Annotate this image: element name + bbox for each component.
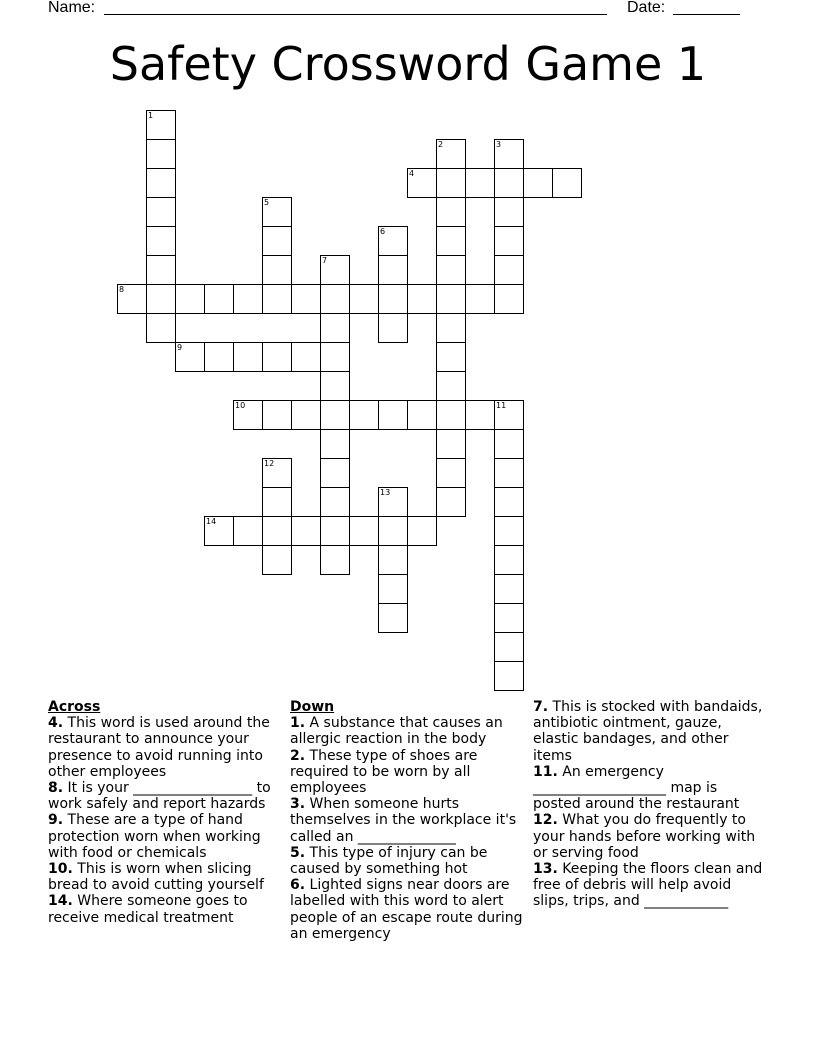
grid-cell[interactable] xyxy=(523,168,553,198)
grid-cell[interactable] xyxy=(436,342,466,372)
grid-cell[interactable] xyxy=(407,400,437,430)
grid-cell[interactable] xyxy=(407,168,437,198)
grid-cell[interactable] xyxy=(262,255,292,285)
clue xyxy=(290,748,525,797)
grid-cell[interactable] xyxy=(465,400,495,430)
grid-cell[interactable] xyxy=(320,429,350,459)
grid-cell[interactable] xyxy=(494,255,524,285)
clue-num: 14. xyxy=(48,893,73,910)
grid-cell[interactable] xyxy=(378,313,408,343)
clue-number: 4 xyxy=(409,169,415,178)
grid-cell[interactable] xyxy=(146,255,176,285)
grid-cell[interactable] xyxy=(204,284,234,314)
across-heading: Across xyxy=(48,699,101,715)
grid-cell[interactable] xyxy=(175,284,205,314)
grid-cell[interactable] xyxy=(494,400,524,430)
grid-cell[interactable] xyxy=(436,255,466,285)
clue xyxy=(533,812,768,861)
grid-cell[interactable] xyxy=(407,516,437,546)
grid-cell[interactable] xyxy=(320,342,350,372)
clue xyxy=(48,715,283,780)
clue-number: 8 xyxy=(119,285,125,294)
clue-number: 2 xyxy=(438,140,444,149)
grid-cell[interactable] xyxy=(233,284,263,314)
grid-cell[interactable] xyxy=(320,284,350,314)
date-label: Date: xyxy=(627,0,666,16)
clue-number: 6 xyxy=(380,227,386,236)
grid-cell[interactable] xyxy=(436,429,466,459)
grid-cell[interactable] xyxy=(117,284,147,314)
grid-cell[interactable] xyxy=(552,168,582,198)
page-title: Safety Crossword Game 1 xyxy=(109,37,707,91)
clue-num: 10. xyxy=(48,861,73,878)
grid-cell[interactable] xyxy=(349,284,379,314)
grid-cell[interactable] xyxy=(262,342,292,372)
grid-cell[interactable] xyxy=(320,516,350,546)
clue xyxy=(533,861,768,910)
grid-cell[interactable] xyxy=(233,342,263,372)
grid-cell[interactable] xyxy=(262,197,292,227)
clue-text: It is your _________________ to work safely and report hazards xyxy=(48,780,271,813)
clue-num: 12. xyxy=(533,812,558,829)
grid-cell[interactable] xyxy=(494,603,524,633)
grid-cell[interactable] xyxy=(436,371,466,401)
grid-cell[interactable] xyxy=(262,487,292,517)
grid-cell[interactable] xyxy=(146,139,176,169)
clue-number: 13 xyxy=(380,488,391,497)
grid-cell[interactable] xyxy=(494,168,524,198)
grid-cell[interactable] xyxy=(320,545,350,575)
grid-cell[interactable] xyxy=(262,400,292,430)
clue-num: 11. xyxy=(533,763,558,780)
clue-text: Lighted signs near doors are labelled with this word to alert people of an escape route during an emergency xyxy=(290,877,523,942)
clue-text: Where someone goes to receive medical treatment xyxy=(48,893,248,926)
clue xyxy=(48,861,283,893)
grid-cell[interactable] xyxy=(320,313,350,343)
grid-cell[interactable] xyxy=(262,284,292,314)
grid-cell[interactable] xyxy=(436,139,466,169)
grid-cell[interactable] xyxy=(204,516,234,546)
grid-cell[interactable] xyxy=(494,139,524,169)
clue-text: These type of shoes are required to be worn by all employees xyxy=(290,747,478,797)
grid-cell[interactable] xyxy=(349,516,379,546)
clue xyxy=(48,780,283,812)
clue-num: 1. xyxy=(290,715,306,732)
clue-num: 3. xyxy=(290,796,306,813)
grid-cell[interactable] xyxy=(407,284,437,314)
clue-num: 7. xyxy=(533,699,549,715)
grid-cell[interactable] xyxy=(465,168,495,198)
name-label: Name: xyxy=(48,0,96,16)
grid-cell[interactable] xyxy=(494,574,524,604)
clue-text: When someone hurts themselves in the workplace it's called an ______________ xyxy=(290,796,517,845)
clue-number: 1 xyxy=(148,111,154,120)
grid-cell[interactable] xyxy=(378,255,408,285)
clue-number: 14 xyxy=(206,517,217,526)
grid-cell[interactable] xyxy=(378,400,408,430)
clue-number: 11 xyxy=(496,401,507,410)
grid-cell[interactable] xyxy=(494,632,524,662)
clue-num: 9. xyxy=(48,812,64,829)
grid-cell[interactable] xyxy=(494,226,524,256)
grid-cell[interactable] xyxy=(233,516,263,546)
grid-cell[interactable] xyxy=(378,226,408,256)
clue xyxy=(48,812,283,861)
grid-cell[interactable] xyxy=(146,110,176,140)
grid-cell[interactable] xyxy=(204,342,234,372)
clue-num: 13. xyxy=(533,861,558,878)
grid-cell[interactable] xyxy=(494,197,524,227)
grid-cell[interactable] xyxy=(320,487,350,517)
grid-cell[interactable] xyxy=(378,516,408,546)
clue xyxy=(290,715,525,747)
clue xyxy=(533,764,768,813)
across-clues xyxy=(48,699,283,926)
grid-cell[interactable] xyxy=(436,313,466,343)
grid-cell[interactable] xyxy=(146,284,176,314)
grid-cell[interactable] xyxy=(233,400,263,430)
grid-cell[interactable] xyxy=(436,226,466,256)
grid-cell[interactable] xyxy=(320,371,350,401)
grid-cell[interactable] xyxy=(494,458,524,488)
clue-num: 2. xyxy=(290,747,306,764)
grid-cell[interactable] xyxy=(378,574,408,604)
clue xyxy=(290,796,525,845)
grid-cell[interactable] xyxy=(494,516,524,546)
grid-cell[interactable] xyxy=(494,661,524,691)
clue-num: 6. xyxy=(290,877,306,894)
grid-cell[interactable] xyxy=(494,545,524,575)
clue-text: This is worn when slicing bread to avoid cutting yourself xyxy=(48,861,264,894)
clue-text: This word is used around the restaurant to announce your presence to avoid running into other employees xyxy=(48,715,270,780)
clue-number: 12 xyxy=(264,459,275,468)
grid-cell[interactable] xyxy=(349,400,379,430)
grid-cell[interactable] xyxy=(494,284,524,314)
grid-cell[interactable] xyxy=(494,487,524,517)
clue-number: 10 xyxy=(235,401,246,410)
grid-cell[interactable] xyxy=(146,197,176,227)
grid-cell[interactable] xyxy=(262,516,292,546)
clue xyxy=(533,699,768,764)
grid-cell[interactable] xyxy=(465,284,495,314)
grid-cell[interactable] xyxy=(262,545,292,575)
grid-cell[interactable] xyxy=(291,516,321,546)
grid-cell[interactable] xyxy=(320,400,350,430)
grid-cell[interactable] xyxy=(436,400,466,430)
grid-cell[interactable] xyxy=(436,168,466,198)
down-clues xyxy=(290,699,525,942)
grid-cell[interactable] xyxy=(378,487,408,517)
grid-cell[interactable] xyxy=(175,342,205,372)
grid-cell[interactable] xyxy=(494,429,524,459)
grid-cell[interactable] xyxy=(291,342,321,372)
grid-cell[interactable] xyxy=(291,400,321,430)
down-heading: Down xyxy=(290,699,335,715)
grid-cell[interactable] xyxy=(146,313,176,343)
clue xyxy=(290,877,525,942)
clue-text: These are a type of hand protection worn when working with food or chemicals xyxy=(48,812,261,861)
clue-number: 3 xyxy=(496,140,502,149)
grid-cell[interactable] xyxy=(436,284,466,314)
clue-text: Keeping the floors clean and free of debris will help avoid slips, trips, and ____________ xyxy=(533,861,763,910)
clue xyxy=(48,893,283,925)
grid-cell[interactable] xyxy=(436,197,466,227)
grid-cell[interactable] xyxy=(436,487,466,517)
clue-num: 8. xyxy=(48,780,64,797)
clue-number: 9 xyxy=(177,343,183,352)
grid-cell[interactable] xyxy=(262,226,292,256)
clue-text: What you do frequently to your hands before working with or serving food xyxy=(533,812,756,861)
grid-cell[interactable] xyxy=(436,458,466,488)
grid-cell[interactable] xyxy=(291,284,321,314)
grid-cell[interactable] xyxy=(262,458,292,488)
clue-text: This is stocked with bandaids, antibiotic ointment, gauze, elastic bandages, and other items xyxy=(533,699,763,764)
clue-text: A substance that causes an allergic reaction in the body xyxy=(290,715,503,748)
clue-number: 5 xyxy=(264,198,270,207)
grid-cell[interactable] xyxy=(320,458,350,488)
grid-cell[interactable] xyxy=(320,255,350,285)
grid-cell[interactable] xyxy=(378,284,408,314)
clue xyxy=(290,845,525,877)
grid-cell[interactable] xyxy=(146,226,176,256)
clue-num: 5. xyxy=(290,844,306,861)
grid-cell[interactable] xyxy=(146,168,176,198)
clue-number: 7 xyxy=(322,256,328,265)
down-clues-continued xyxy=(533,699,768,910)
clue-num: 4. xyxy=(48,715,64,732)
grid-cell[interactable] xyxy=(378,545,408,575)
clue-text: An emergency ___________________ map is posted around the restaurant xyxy=(533,763,740,813)
clue-text: This type of injury can be caused by something hot xyxy=(290,844,488,878)
grid-cell[interactable] xyxy=(378,603,408,633)
